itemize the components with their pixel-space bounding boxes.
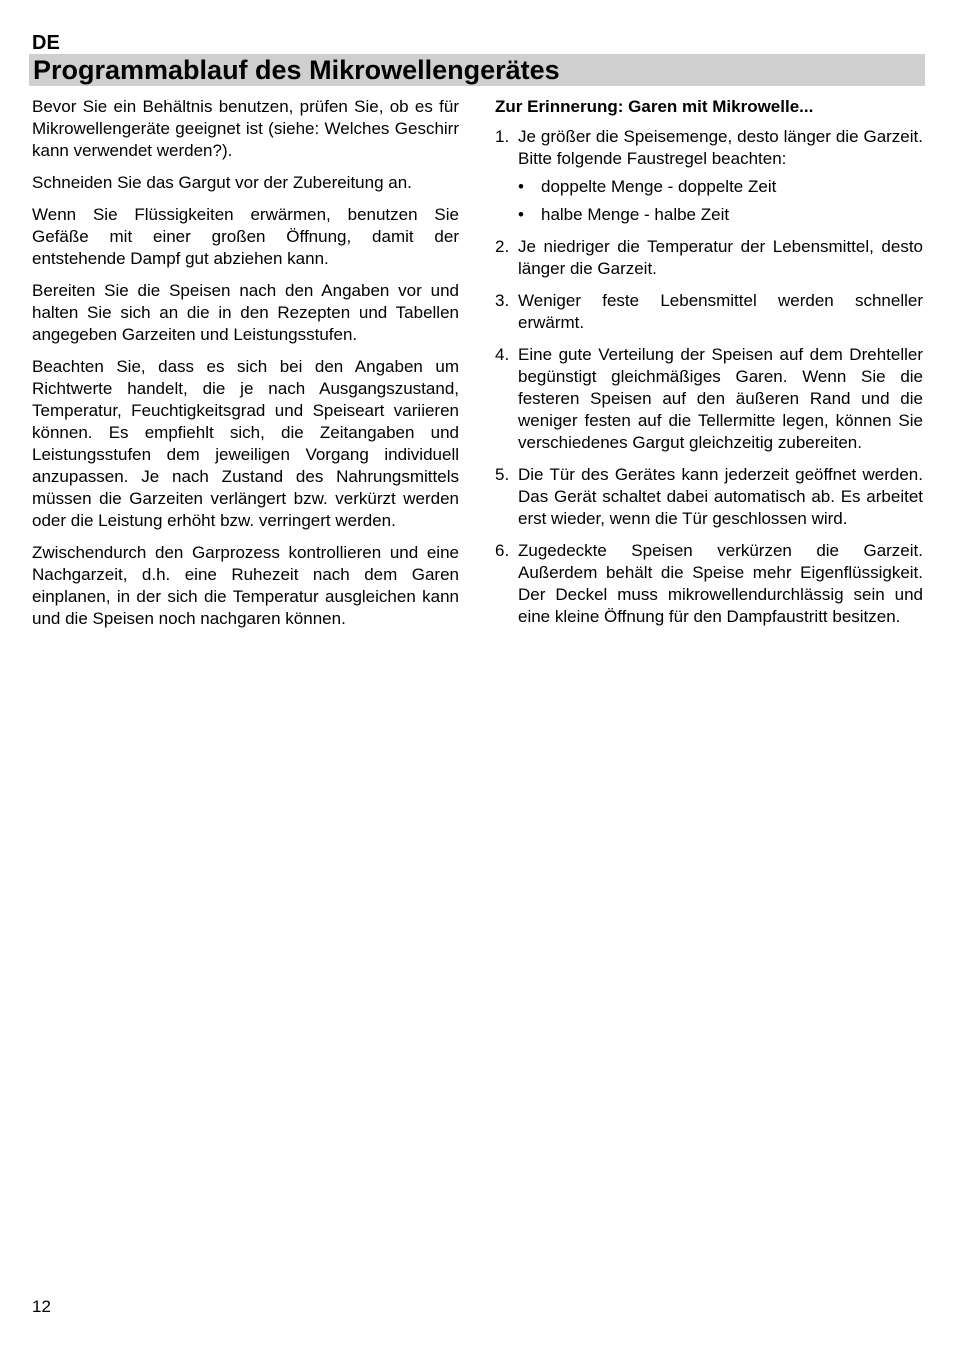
bullet-text: halbe Menge - halbe Zeit xyxy=(541,205,730,224)
list-item xyxy=(495,236,923,280)
list-item-text: Eine gute Verteilung der Speisen auf dem Drehteller begünstigt gleichmäßiges Garen. Wenn Sie die festeren Speisen auf den äußeren Rand und die weniger festen auf die Tellermitte legen, können Sie verschiedenes Gargut gleichzeitig zubereiten. xyxy=(518,345,923,452)
bullet-item xyxy=(518,204,923,226)
page-title: Programmablauf des Mikrowellengerätes xyxy=(33,55,560,85)
left-column xyxy=(32,96,459,640)
list-item-text: Je niedriger die Temperatur der Lebensmittel, desto länger die Garzeit. xyxy=(518,237,923,278)
paragraph: Beachten Sie, dass es sich bei den Angaben um Richtwerte handelt, die je nach Ausgangszustand, Temperatur, Feuchtigkeitsgrad und Speiseart variieren können. Es empfiehlt sich, die Zeitangaben und Leistungsstufen dem jeweiligen Vorgang individuell anzupassen. Je nach Zustand des Nahrungsmittels müssen die Garzeiten verlängert bzw. verkürzt werden oder die Leistung erhöht bzw. verringert werden. xyxy=(32,357,459,530)
list-number: 5. xyxy=(495,465,510,484)
paragraph: Wenn Sie Flüssigkeiten erwärmen, benutzen Sie Gefäße mit einer großen Öffnung, damit der entstehende Dampf gut abziehen kann. xyxy=(32,205,459,268)
bullet-item xyxy=(518,176,923,198)
reminder-list xyxy=(495,126,923,628)
list-number: 2. xyxy=(495,237,510,256)
list-number: 4. xyxy=(495,345,510,364)
bullet-icon: • xyxy=(518,205,524,224)
paragraph: Schneiden Sie das Gargut vor der Zubereitung an. xyxy=(32,173,412,192)
list-item-text: Je größer die Speisemenge, desto länger die Garzeit. Bitte folgende Faustregel beachten: xyxy=(518,127,923,168)
list-item xyxy=(495,290,923,334)
bullet-text: doppelte Menge - doppelte Zeit xyxy=(541,177,777,196)
list-number: 1. xyxy=(495,127,510,146)
list-item-text: Zugedeckte Speisen verkürzen die Garzeit. Außerdem behält die Speise mehr Eigenflüssigkeit. Der Deckel muss mikrowellendurchlässig sein und eine kleine Öffnung für den Dampfaustritt besitzen. xyxy=(518,541,923,626)
paragraph: Bevor Sie ein Behältnis benutzen, prüfen Sie, ob es für Mikrowellengeräte geeignet ist (siehe: Welches Geschirr kann verwendet werden?). xyxy=(32,97,459,160)
bullet-icon: • xyxy=(518,177,524,196)
paragraph: Bereiten Sie die Speisen nach den Angaben vor und halten Sie sich an die in den Rezepten und Tabellen angegeben Garzeiten und Leistungsstufen. xyxy=(32,281,459,344)
right-column xyxy=(495,96,923,638)
page-number: 12 xyxy=(32,1297,51,1316)
title-bar xyxy=(29,54,925,86)
paragraph: Zwischendurch den Garprozess kontrollieren und eine Nachgarzeit, d.h. eine Ruhezeit nach dem Garen einplanen, in der sich die Temperatur ausgleichen kann und die Speisen noch nachgaren können. xyxy=(32,543,459,628)
language-label: DE xyxy=(32,32,60,54)
list-item xyxy=(495,126,923,226)
list-item xyxy=(495,540,923,628)
list-number: 6. xyxy=(495,541,510,560)
bullet-list xyxy=(518,176,923,226)
reminder-heading: Zur Erinnerung: Garen mit Mikrowelle... xyxy=(495,97,814,116)
list-item xyxy=(495,464,923,530)
list-item-text: Weniger feste Lebensmittel werden schneller erwärmt. xyxy=(518,291,923,332)
list-item xyxy=(495,344,923,454)
list-number: 3. xyxy=(495,291,510,310)
list-item-text: Die Tür des Gerätes kann jederzeit geöffnet werden. Das Gerät schaltet dabei automatisch ab. Es arbeitet erst wieder, wenn die Tür geschlossen wird. xyxy=(518,465,923,528)
